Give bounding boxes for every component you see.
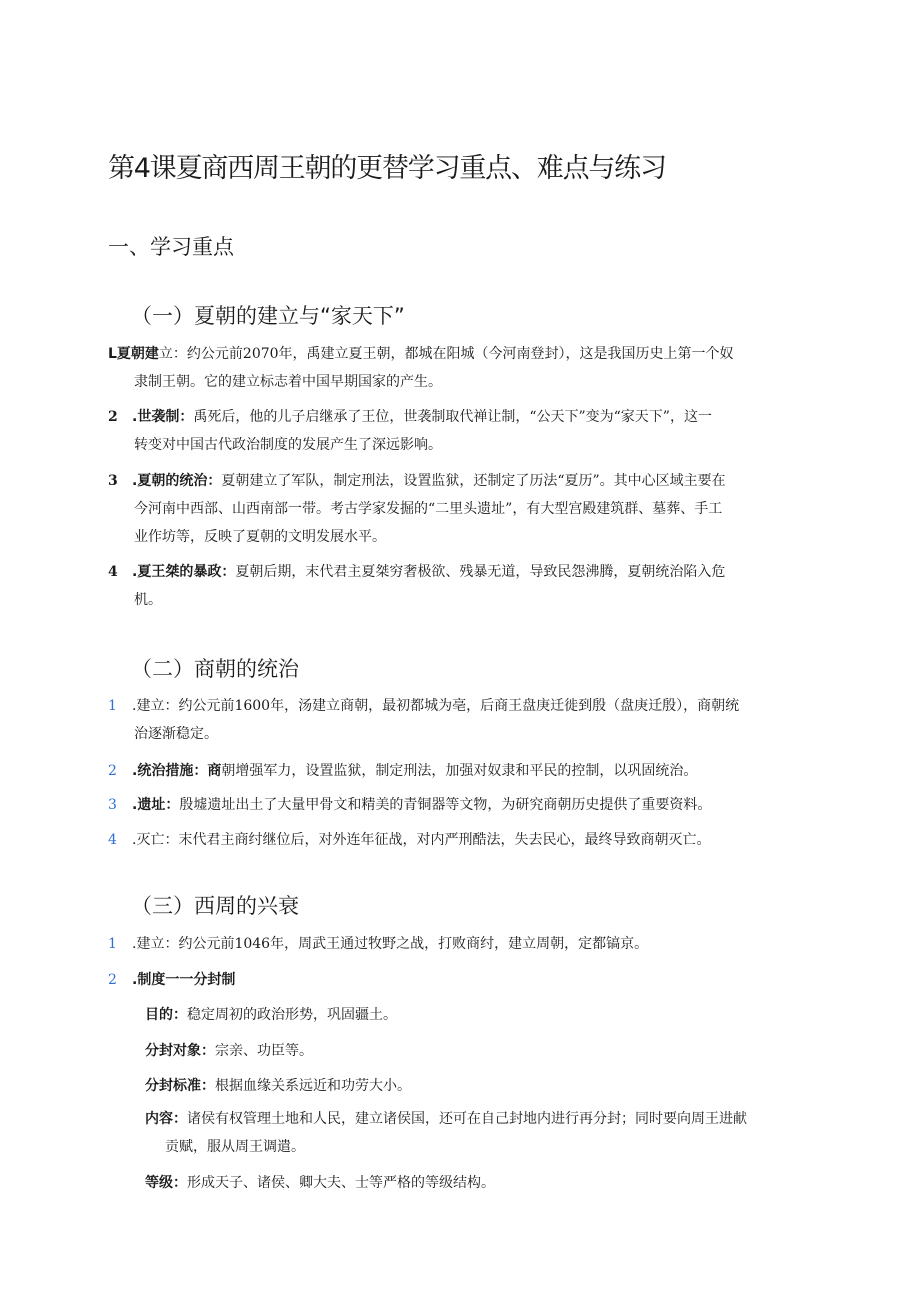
item-text: 朝增强军力，设置监狱，制定刑法，加强对奴隶和平民的控制，以巩固统治。 <box>221 763 698 779</box>
detail-item <box>145 1169 815 1197</box>
list-number: 4 <box>108 832 117 848</box>
detail-label: 分封标准： <box>145 1078 215 1094</box>
list-item <box>108 340 808 396</box>
list-number: 2 <box>108 763 117 779</box>
list-item <box>108 757 808 785</box>
detail-item <box>145 1072 815 1100</box>
item-text: 今河南中西部、山西南部一带。考古学家发掘的“二里头遗址”，有大型宫殿建筑群、墓葬、手工 <box>134 501 723 517</box>
list-item <box>108 826 808 854</box>
detail-text: 根据血缘关系远近和功劳大小。 <box>215 1078 411 1094</box>
list-number: 3 <box>108 473 118 489</box>
item-label: .夏朝的统治： <box>132 473 222 489</box>
subsection-heading-western-zhou: （三）西周的兴衰 <box>131 894 299 918</box>
section-heading-key-points: 一、学习重点 <box>108 235 234 259</box>
item-text: 末代君主商纣继位后，对外连年征战，对内严刑酷法，失去民心，最终导致商朝灭亡。 <box>178 832 711 848</box>
list-number: 1 <box>108 698 117 714</box>
list-item <box>108 966 808 994</box>
detail-text: 形成天子、诸侯、卿大夫、士等严格的等级结构。 <box>187 1175 495 1191</box>
detail-item <box>145 1001 815 1029</box>
detail-text: 稳定周初的政治形势，巩固疆土。 <box>187 1007 397 1023</box>
item-label: .建立： <box>132 936 179 952</box>
detail-label: 目的： <box>145 1007 187 1023</box>
item-text: 隶制王朝。它的建立标志着中国早期国家的产生。 <box>134 374 442 390</box>
item-text: 机。 <box>134 592 162 608</box>
list-number: 2 <box>108 972 117 988</box>
item-text: 约公元前1046年，周武王通过牧野之战，打败商纣，建立周朝，定都镐京。 <box>178 936 649 952</box>
item-text: 禹死后，他的儿子启继承了王位，世袭制取代禅让制，“公天下”变为“家天下”，这一 <box>193 409 712 425</box>
list-item <box>108 403 808 459</box>
list-number: 4 <box>108 564 118 580</box>
detail-item <box>145 1105 815 1161</box>
detail-item <box>145 1037 815 1065</box>
item-label: .统治措施：商 <box>132 763 222 779</box>
item-label: .制度一一分封制 <box>132 972 236 988</box>
list-item <box>108 558 808 614</box>
detail-label: 分封对象： <box>145 1043 215 1059</box>
item-label: .灭亡： <box>132 832 179 848</box>
item-text: 夏朝后期，末代君主夏桀穷奢极欲、残暴无道，导致民怨沸腾，夏朝统治陷入危 <box>235 564 726 580</box>
item-label: .世袭制： <box>132 409 194 425</box>
list-item <box>108 692 808 748</box>
subsection-heading-xia: （一）夏朝的建立与“家天下” <box>131 304 405 328</box>
detail-text: 贡赋，服从周王调遣。 <box>165 1139 305 1155</box>
detail-label: 等级： <box>145 1175 187 1191</box>
item-text: 殷墟遗址出土了大量甲骨文和精美的青铜器等文物，为研究商朝历史提供了重要资料。 <box>179 797 712 813</box>
item-label: .遗址： <box>132 797 180 813</box>
item-text: 治逐渐稳定。 <box>134 726 218 742</box>
item-text: 业作坊等，反映了夏朝的文明发展水平。 <box>134 529 386 545</box>
list-number: L <box>108 346 117 362</box>
subsection-heading-shang: （二）商朝的统治 <box>131 657 299 681</box>
list-number: 3 <box>108 797 117 813</box>
item-text: 转变对中国古代政治制度的发展产生了深远影响。 <box>134 437 442 453</box>
item-text: 约公元前1600年，汤建立商朝，最初都城为亳，后商王盘庚迁徙到殷（盘庚迁殷），商朝统 <box>178 698 740 714</box>
item-label: .夏王桀的暴政： <box>132 564 236 580</box>
page-title: 第4课夏商西周王朝的更替学习重点、难点与练习 <box>108 153 666 184</box>
item-label: .建立： <box>132 698 179 714</box>
list-item <box>108 930 808 958</box>
item-label: 夏朝建 <box>116 346 159 362</box>
item-text: 立：约公元前2070年，禹建立夏王朝，都城在阳城（今河南登封），这是我国历史上第一个奴 <box>158 346 734 362</box>
detail-label: 内容： <box>145 1111 187 1127</box>
list-number: 2 <box>108 409 118 425</box>
detail-text: 诸侯有权管理土地和人民，建立诸侯国，还可在自己封地内进行再分封；同时要向周王进献 <box>187 1111 747 1127</box>
detail-text: 宗亲、功臣等。 <box>215 1043 313 1059</box>
item-text: 夏朝建立了军队，制定刑法，设置监狱，还制定了历法“夏历”。其中心区域主要在 <box>221 473 726 489</box>
list-number: 1 <box>108 936 117 952</box>
list-item <box>108 791 808 819</box>
list-item <box>108 467 808 551</box>
